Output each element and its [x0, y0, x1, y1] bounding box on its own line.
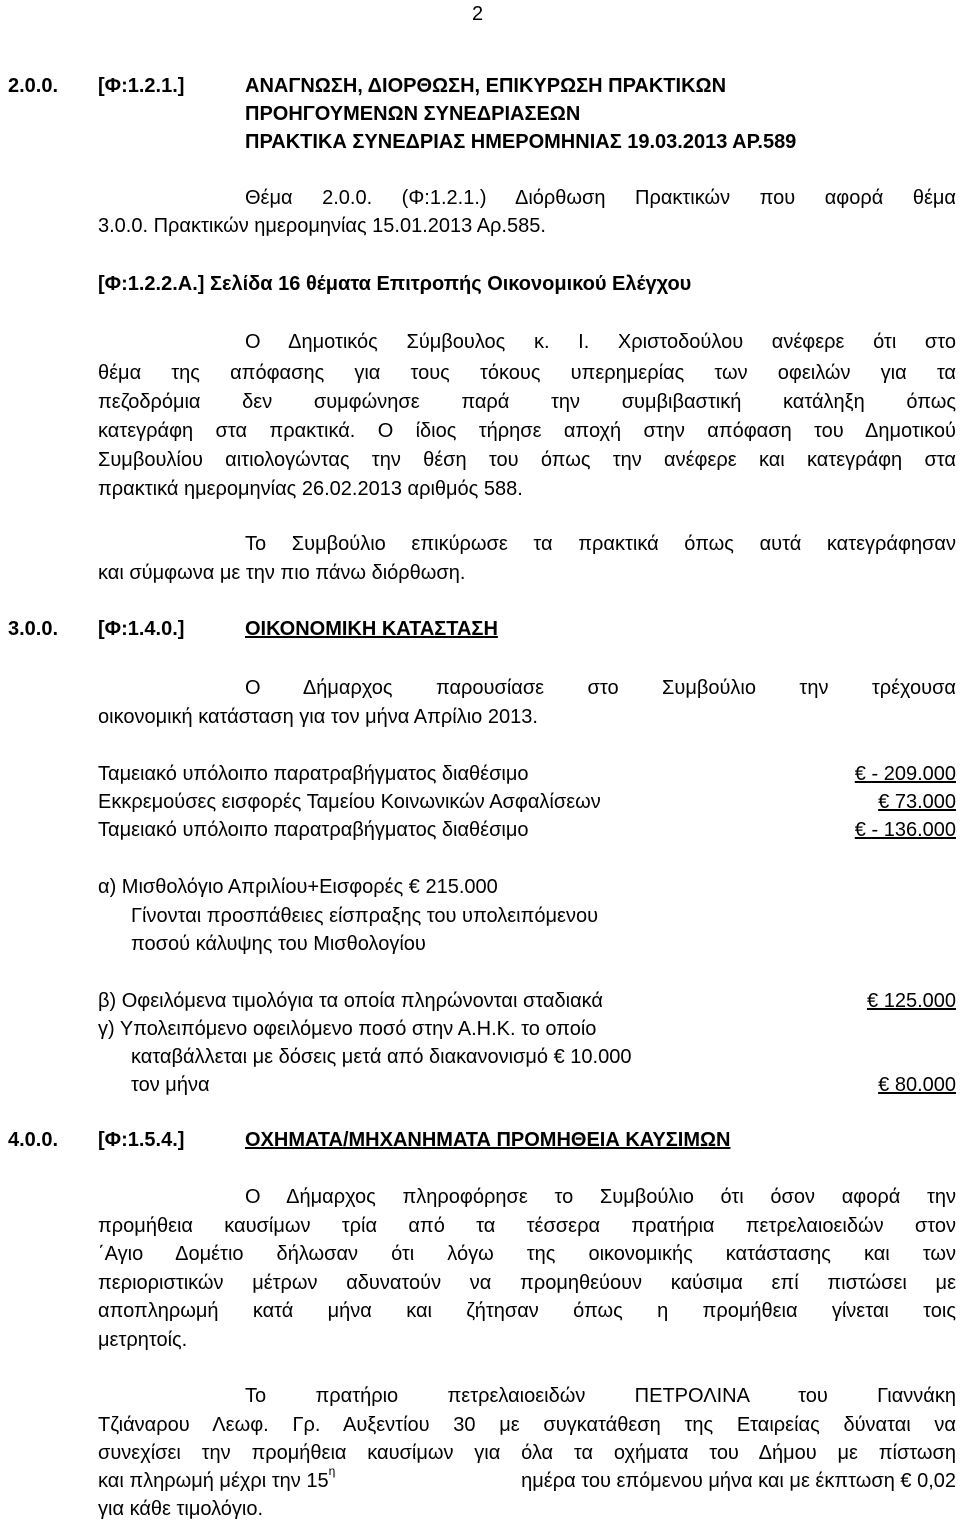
paragraph-line: συνεχίσει την προμήθεια καυσίμων για όλα τα οχήματα του Δήμου με πίστωση — [98, 1442, 956, 1464]
paragraph-line: και σύμφωνα με την πιο πάνω διόρθωση. — [98, 562, 466, 584]
section-title-line: ΑΝΑΓΝΩΣΗ, ΔΙΟΡΘΩΣΗ, ΕΠΙΚΥΡΩΣΗ ΠΡΑΚΤΙΚΩΝ — [245, 75, 727, 97]
section-code: [Φ:1.5.4.] — [98, 1129, 185, 1151]
paragraph-line: Συμβουλίου αιτιολογώντας την θέση του όπως την ανέφερε και κατεγράφη στα — [98, 449, 956, 471]
paragraph-line: προμήθεια καυσίμων τρία από τα τέσσερα πρατήρια πετρελαιοειδών στον — [98, 1215, 956, 1237]
section-number: 2.0.0. — [8, 75, 59, 97]
paragraph-line: για κάθε τιμολόγιο. — [98, 1498, 264, 1520]
section-title-line: ΠΡΑΚΤΙΚΑ ΣΥΝΕΔΡΙΑΣ ΗΜΕΡΟΜΗΝΙΑΣ 19.03.2013 ΑΡ.589 — [245, 131, 797, 153]
section-title: ΟΙΚΟΝΟΜΙΚΗ ΚΑΤΑΣΤΑΣΗ — [245, 618, 498, 640]
paragraph-line: θέμα της απόφασης για τους τόκους υπερημερίας των οφειλών για τα — [98, 362, 956, 384]
paragraph-line: Το Συμβούλιο επικύρωσε τα πρακτικά όπως αυτά κατεγράφησαν — [245, 533, 956, 555]
paragraph-line: Ο Δημοτικός Σύμβουλος κ. Ι. Χριστοδούλου ανέφερε ότι στο — [245, 331, 956, 353]
theme-line: 3.0.0. Πρακτικών ημερομηνίας 15.01.2013 Αρ.585. — [98, 215, 546, 237]
paragraph-line: πρακτικά ημερομηνίας 26.02.2013 αριθμός 588. — [98, 478, 523, 500]
section-code: [Φ:1.2.1.] — [98, 75, 185, 97]
balance-row-label: Ταμειακό υπόλοιπο παρατραβήγματος διαθέσιμο — [98, 763, 529, 785]
paragraph-line: οικονομική κατάσταση για τον μήνα Απρίλιο 2013. — [98, 706, 538, 728]
sub-heading: [Φ:1.2.2.Α.] Σελίδα 16 θέματα Επιτροπής Οικονομικού Ελέγχου — [98, 273, 692, 295]
item-a-line: α) Μισθολόγιο Απριλίου+Εισφορές € 215.000 — [98, 876, 498, 898]
paragraph-line: αποπληρωμή κατά μήνα και ζήτησαν όπως η προμήθεια γίνεται τοις — [98, 1300, 956, 1322]
section-number: 3.0.0. — [8, 618, 59, 640]
page-number: 2 — [472, 3, 484, 25]
item-a-line: Γίνονται προσπάθειες είσπραξης του υπολειπόμενου — [131, 905, 599, 927]
paragraph-line: Τζιάναρου Λεωφ. Γρ. Αυξεντίου 30 με συγκατάθεση της Εταιρείας δύναται να — [98, 1414, 956, 1436]
item-c-line: καταβάλλεται με δόσεις μετά από διακανονισμό € 10.000 — [131, 1046, 632, 1068]
paragraph-line: Το πρατήριο πετρελαιοειδών ΠΕΤΡΟΛΙΝΑ του Γιαννάκη — [245, 1385, 956, 1407]
section-title: ΟΧΗΜΑΤΑ/ΜΗΧΑΝΗΜΑΤΑ ΠΡΟΜΗΘΕΙΑ ΚΑΥΣΙΜΩΝ — [245, 1129, 731, 1151]
item-c-line: τον μήνα — [131, 1074, 210, 1096]
item-b-amount: € 125.000 — [867, 990, 956, 1012]
paragraph-line: πεζοδρόμια δεν συμφώνησε παρά την συμβιβαστική κατάληξη όπως — [98, 391, 956, 413]
section-title-line: ΠΡΟΗΓΟΥΜΕΝΩΝ ΣΥΝΕΔΡΙΑΣΕΩΝ — [245, 103, 581, 125]
item-b-label: β) Οφειλόμενα τιμολόγια τα οποία πληρώνονται σταδιακά — [98, 990, 603, 1012]
ordinal-superscript: η — [328, 1464, 336, 1478]
balance-row-amount: € 73.000 — [878, 791, 956, 813]
section-code: [Φ:1.4.0.] — [98, 618, 185, 640]
balance-row-label: Εκκρεμούσες εισφορές Ταμείου Κοινωνικών Ασφαλίσεων — [98, 791, 601, 813]
paragraph-text-part: και πληρωμή μέχρι την 15 — [98, 1470, 329, 1492]
item-c-amount: € 80.000 — [878, 1074, 956, 1096]
item-c-line: γ) Υπολειπόμενο οφειλόμενο ποσό στην Α.Η.Κ. το οποίο — [98, 1018, 597, 1040]
paragraph-line: Ο Δήμαρχος πληροφόρησε το Συμβούλιο ότι όσον αφορά την — [245, 1186, 956, 1208]
theme-line: Θέμα 2.0.0. (Φ:1.2.1.) Διόρθωση Πρακτικών που αφορά θέμα — [245, 187, 956, 209]
paragraph-text-part: ημέρα του επόμενου μήνα και με έκπτωση € 0,02 — [521, 1470, 956, 1492]
section-number: 4.0.0. — [8, 1129, 59, 1151]
paragraph-line: μετρητοίς. — [98, 1329, 188, 1351]
balance-row-amount: € - 136.000 — [854, 819, 956, 841]
paragraph-line: περιοριστικών μέτρων αδυνατούν να προμηθεύουν καύσιμα επί πιστώσει με — [98, 1272, 956, 1294]
item-a-line: ποσού κάλυψης του Μισθολογίου — [131, 933, 426, 955]
paragraph-line: ΄Αγιο Δομέτιο δήλωσαν ότι λόγω της οικονομικής κατάστασης και των — [98, 1243, 956, 1265]
paragraph-line: Ο Δήμαρχος παρουσίασε στο Συμβούλιο την τρέχουσα — [245, 677, 956, 699]
balance-row-label: Ταμειακό υπόλοιπο παρατραβήγματος διαθέσιμο — [98, 819, 529, 841]
paragraph-line — [98, 1464, 956, 1495]
balance-row-amount: € - 209.000 — [854, 763, 956, 785]
paragraph-line: κατεγράφη στα πρακτικά. Ο ίδιος τήρησε αποχή στην απόφαση του Δημοτικού — [98, 420, 956, 442]
paragraph-text — [98, 1464, 336, 1495]
